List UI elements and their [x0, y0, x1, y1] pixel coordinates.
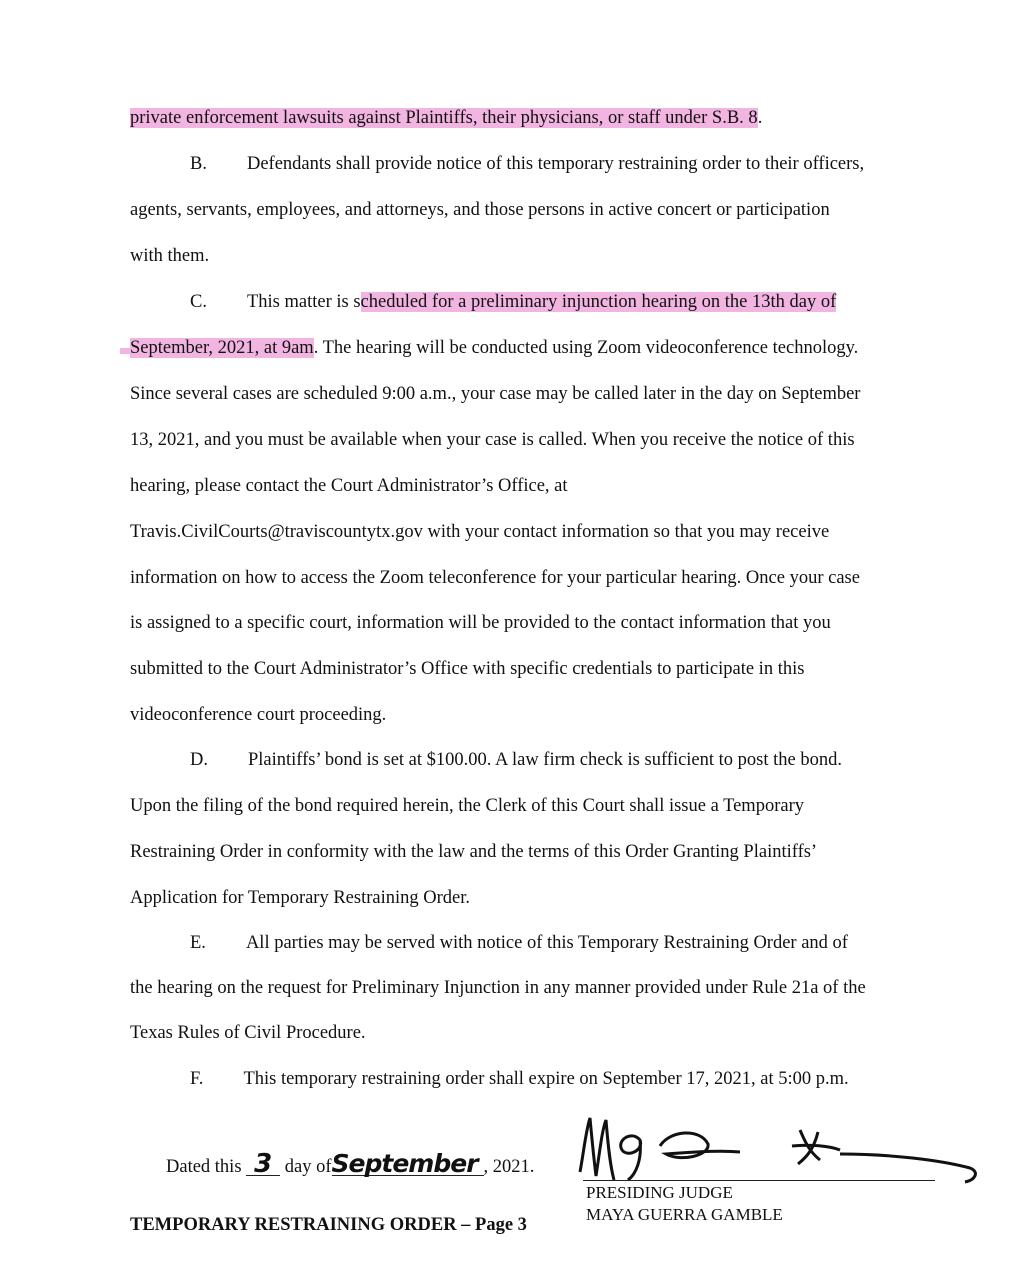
- paragraph-marker-b: B.: [190, 154, 207, 174]
- page-footer: TEMPORARY RESTRAINING ORDER – Page 3: [130, 1215, 527, 1235]
- highlight-overflow: [120, 348, 130, 354]
- day-of: day of: [284, 1157, 332, 1177]
- paragraph-e-line-2: the hearing on the request for Preliminary Injunction in any manner provided under Rule 21a of the: [130, 978, 866, 998]
- handwritten-day: 3: [246, 1153, 280, 1176]
- paragraph-c-line-4: 13, 2021, and you must be available when your case is called. When you receive the notice of this: [130, 430, 855, 450]
- signer-name: MAYA GUERRA GAMBLE: [586, 1205, 783, 1224]
- year-suffix: , 2021.: [483, 1157, 535, 1177]
- period: .: [757, 108, 763, 128]
- text: This temporary restraining order shall expire on September 17, 2021, at 5:00 p.m.: [243, 1069, 849, 1089]
- text: All parties may be served with notice of this Temporary Restraining Order and of: [245, 933, 848, 953]
- judge-signature: [570, 1110, 990, 1190]
- paragraph-c-line-8: is assigned to a specific court, information will be provided to the contact information that you: [130, 613, 831, 633]
- paragraph-marker-f: F.: [190, 1069, 204, 1089]
- paragraph-marker-c: C.: [190, 292, 207, 312]
- paragraph-a-tail: [130, 106, 762, 130]
- text: Defendants shall provide notice of this temporary restraining order to their officers,: [246, 154, 865, 174]
- paragraph-e-line-3: Texas Rules of Civil Procedure.: [130, 1023, 366, 1043]
- paragraph-c-line-9: submitted to the Court Administrator’s Office with specific credentials to participate in this: [130, 659, 805, 679]
- signature-line: [583, 1180, 935, 1181]
- paragraph-d-line-1: [190, 748, 842, 772]
- paragraph-d-line-2: Upon the filing of the bond required herein, the Clerk of this Court shall issue a Temporary: [130, 796, 804, 816]
- paragraph-marker-e: E.: [190, 933, 206, 953]
- signer-title: PRESIDING JUDGE: [586, 1183, 733, 1202]
- paragraph-b-line-1: [190, 152, 864, 176]
- paragraph-c-line-5: hearing, please contact the Court Administrator’s Office, at: [130, 476, 568, 496]
- text: This matter is s: [246, 292, 361, 312]
- dated-line: [166, 1149, 535, 1179]
- paragraph-b-line-2: agents, servants, employees, and attorneys, and those persons in active concert or participation: [130, 200, 830, 220]
- paragraph-c-line-10: videoconference court proceeding.: [130, 705, 387, 725]
- paragraph-c-line-1: [190, 290, 836, 314]
- paragraph-c-line-2: [130, 336, 858, 360]
- text: Plaintiffs’ bond is set at $100.00. A law firm check is sufficient to post the bond.: [248, 750, 842, 770]
- paragraph-c-line-6: Travis.CivilCourts@traviscountytx.gov with your contact information so that you may receive: [130, 522, 830, 542]
- highlighted-text: private enforcement lawsuits against Plaintiffs, their physicians, or staff under S.B. 8: [130, 108, 758, 128]
- text: . The hearing will be conducted using Zoom videoconference technology.: [313, 338, 859, 358]
- paragraph-f-line-1: [190, 1067, 849, 1091]
- paragraph-marker-d: D.: [190, 750, 208, 770]
- paragraph-d-line-4: Application for Temporary Restraining Order.: [130, 888, 471, 908]
- handwritten-month: September: [332, 1153, 484, 1176]
- dated-prefix: Dated this: [166, 1157, 242, 1177]
- paragraph-d-line-3: Restraining Order in conformity with the law and the terms of this Order Granting Plaintiffs’: [130, 842, 818, 862]
- paragraph-c-line-7: information on how to access the Zoom teleconference for your particular hearing. Once your case: [130, 568, 860, 588]
- paragraph-c-line-3: Since several cases are scheduled 9:00 a.m., your case may be called later in the day on September: [130, 384, 861, 404]
- paragraph-b-line-3: with them.: [130, 246, 210, 266]
- highlighted-text: September, 2021, at 9am: [130, 338, 314, 358]
- paragraph-e-line-1: [190, 931, 848, 955]
- highlighted-text: cheduled for a preliminary injunction hearing on the 13th day of: [360, 292, 837, 312]
